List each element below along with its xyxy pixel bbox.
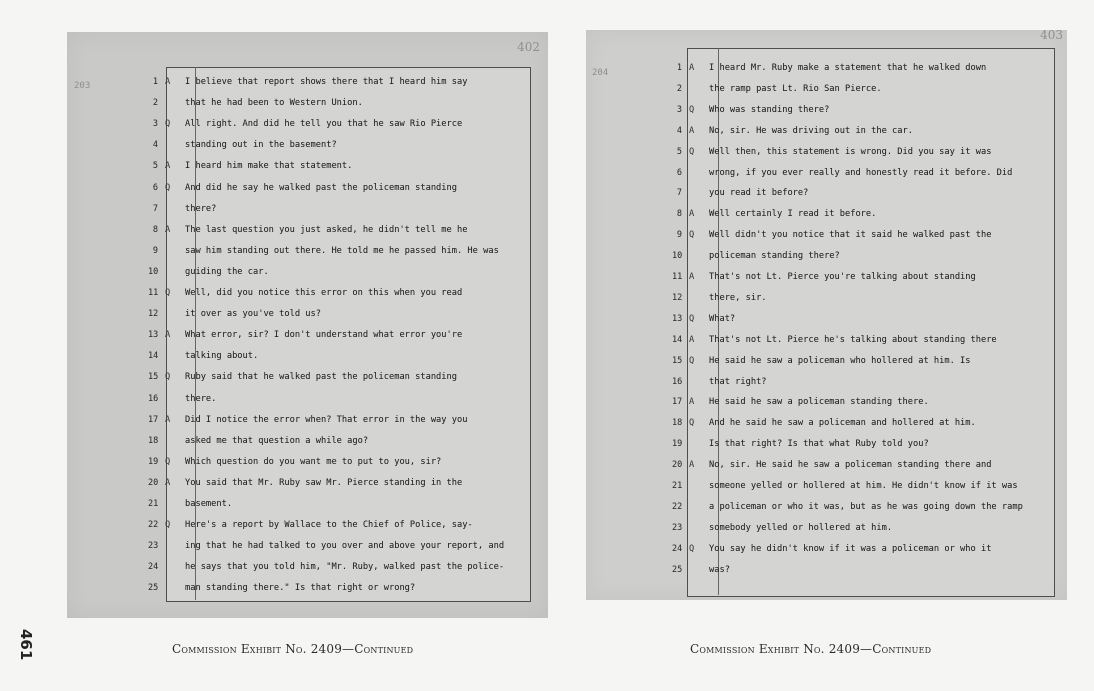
- line-number: 11: [672, 272, 683, 282]
- line-number: 4: [152, 140, 158, 151]
- line-number: 22: [672, 501, 683, 512]
- right-footer-caption: Commission Exhibit No. 2409—Continued: [690, 642, 932, 656]
- transcript-text: the ramp past Lt. Rio San Pierce.: [709, 83, 882, 94]
- transcript-text: you read it before?: [709, 188, 809, 199]
- line-number: 17: [148, 414, 159, 425]
- transcript-line: [148, 458, 441, 476]
- page-number: 402: [517, 40, 540, 54]
- line-number: 3: [676, 104, 682, 115]
- transcript-line: [672, 85, 882, 103]
- transcript-text: ing that he had talked to you over and above your report, and: [185, 541, 505, 552]
- transcript-line: [148, 331, 462, 349]
- transcript-text: was?: [709, 564, 730, 575]
- transcript-text: He said he saw a policeman who hollered at him. Is: [709, 355, 971, 366]
- line-number: 11: [148, 288, 159, 298]
- transcript-text: That's not Lt. Pierce he's talking about standing there: [709, 334, 997, 345]
- speaker-label: Q: [165, 520, 171, 531]
- transcript-line: [672, 524, 892, 542]
- transcript-text: Which question do you want me to put to you, sir?: [185, 456, 442, 467]
- speaker-label: A: [689, 63, 695, 73]
- line-number: 6: [676, 167, 682, 178]
- line-number: 21: [672, 481, 683, 491]
- transcript-text: I believe that report shows there that I heard him say: [185, 77, 468, 87]
- speaker-label: A: [689, 125, 695, 136]
- line-number: 13: [148, 330, 159, 341]
- transcript-text: What?: [709, 313, 736, 324]
- left-footer-caption: Commission Exhibit No. 2409—Continued: [172, 642, 414, 656]
- line-number: 24: [148, 562, 159, 573]
- transcript-line: [672, 169, 1012, 187]
- transcript-line: [148, 78, 467, 96]
- transcript-line: [672, 482, 1018, 500]
- transcript-text: basement.: [185, 499, 233, 509]
- transcript-line: [148, 542, 504, 560]
- line-number: 5: [676, 146, 682, 157]
- transcript-line: [672, 566, 730, 584]
- transcript-text: What error, sir? I don't understand what error you're: [185, 330, 463, 341]
- transcript-text: there?: [185, 203, 217, 214]
- transcript-line: [672, 64, 986, 82]
- transcript-text: standing out in the basement?: [185, 140, 337, 151]
- line-number: 8: [152, 224, 158, 235]
- transcript-line: [148, 521, 473, 539]
- transcript-line: [148, 99, 363, 117]
- page-stamp-number: 204: [592, 68, 609, 78]
- transcript-text: The last question you just asked, he didn't tell me he: [185, 224, 468, 235]
- transcript-text: somebody yelled or hollered at him.: [709, 522, 893, 533]
- transcript-line: [148, 268, 269, 286]
- line-number: 25: [148, 583, 159, 594]
- line-number: 25: [672, 564, 683, 575]
- line-number: 18: [672, 418, 683, 429]
- transcript-text: Ruby said that he walked past the policeman standing: [185, 372, 457, 383]
- transcript-text: policeman standing there?: [709, 251, 840, 262]
- line-number: 23: [672, 522, 683, 533]
- transcript-line: [148, 141, 337, 159]
- side-folio-number: 461: [17, 629, 35, 661]
- line-number: 5: [152, 161, 158, 172]
- transcript-line: [672, 273, 976, 291]
- speaker-label: Q: [165, 456, 171, 467]
- speaker-label: Q: [689, 104, 695, 115]
- speaker-label: Q: [165, 288, 171, 298]
- transcript-line: [148, 120, 462, 138]
- line-number: 15: [672, 355, 683, 366]
- transcript-text: a policeman or who it was, but as he was going down the ramp: [709, 501, 1023, 512]
- transcript-text: No, sir. He was driving out in the car.: [709, 125, 913, 136]
- transcript-line: [148, 373, 457, 391]
- transcript-text: saw him standing out there. He told me he passed him. He was: [185, 245, 499, 256]
- transcript-line: [148, 437, 368, 455]
- transcript-text: man standing there." Is that right or wrong?: [185, 583, 416, 594]
- line-number: 14: [672, 334, 683, 345]
- line-number: 16: [672, 376, 683, 387]
- line-number: 10: [672, 251, 683, 262]
- line-number: 1: [152, 77, 158, 87]
- transcript-line: [672, 378, 767, 396]
- line-number: 10: [148, 266, 159, 277]
- transcript-text: Did I notice the error when? That error in the way you: [185, 414, 468, 425]
- line-number: 23: [148, 541, 159, 552]
- speaker-label: A: [689, 334, 695, 345]
- speaker-label: A: [165, 330, 171, 341]
- line-number: 9: [152, 245, 158, 256]
- transcript-line: [672, 419, 976, 437]
- line-number: 20: [148, 477, 159, 488]
- transcript-text: it over as you've told us?: [185, 309, 321, 320]
- transcript-text: Well didn't you notice that it said he walked past the: [709, 230, 992, 241]
- line-number: 8: [676, 209, 682, 220]
- transcript-line: [672, 315, 735, 333]
- transcript-line: [148, 416, 467, 434]
- speaker-label: A: [689, 460, 695, 471]
- transcript-line: [672, 127, 913, 145]
- transcript-text: You say he didn't know if it was a policeman or who it: [709, 543, 992, 554]
- transcript-text: someone yelled or hollered at him. He didn't know if it was: [709, 481, 1018, 491]
- transcript-text: And he said he saw a policeman and hollered at him.: [709, 418, 976, 429]
- speaker-label: Q: [165, 372, 171, 383]
- line-number: 12: [672, 292, 683, 303]
- transcript-text: Who was standing there?: [709, 104, 830, 115]
- speaker-label: A: [165, 477, 171, 488]
- line-number: 7: [152, 203, 158, 214]
- transcript-text: You said that Mr. Ruby saw Mr. Pierce standing in the: [185, 477, 463, 488]
- line-number: 19: [672, 439, 683, 450]
- transcript-text: Well then, this statement is wrong. Did you say it was: [709, 146, 992, 157]
- transcript-line: [148, 184, 457, 202]
- transcript-text: And did he say he walked past the policeman standing: [185, 182, 457, 193]
- page-number: 403: [1040, 28, 1063, 42]
- transcript-text: No, sir. He said he saw a policeman standing there and: [709, 460, 992, 471]
- transcript-text: that he had been to Western Union.: [185, 98, 363, 109]
- line-number: 22: [148, 520, 159, 531]
- speaker-label: Q: [165, 182, 171, 193]
- line-number: 20: [672, 460, 683, 471]
- transcript-text: guiding the car.: [185, 266, 269, 277]
- page-stamp-number: 203: [74, 81, 91, 91]
- transcript-line: [672, 252, 840, 270]
- line-number: 16: [148, 393, 159, 404]
- speaker-label: A: [165, 224, 171, 235]
- speaker-label: A: [165, 414, 171, 425]
- line-number: 17: [672, 397, 683, 408]
- transcript-line: [148, 584, 415, 602]
- transcript-text: Well, did you notice this error on this when you read: [185, 288, 463, 298]
- speaker-label: A: [165, 77, 171, 87]
- transcript-line: [672, 461, 991, 479]
- line-number: 6: [152, 182, 158, 193]
- transcript-line: [672, 503, 1023, 521]
- transcript-text: there.: [185, 393, 217, 404]
- transcript-line: [148, 395, 216, 413]
- transcript-line: [672, 148, 991, 166]
- transcript-line: [148, 162, 352, 180]
- transcript-line: [672, 106, 829, 124]
- speaker-label: Q: [689, 146, 695, 157]
- transcript-text: Is that right? Is that what Ruby told you?: [709, 439, 929, 450]
- transcript-line: [148, 563, 504, 581]
- transcript-line: [672, 210, 876, 228]
- line-number: 1: [676, 63, 682, 73]
- line-number: 12: [148, 309, 159, 320]
- transcript-text: wrong, if you ever really and honestly read it before. Did: [709, 167, 1013, 178]
- transcript-line: [148, 247, 499, 265]
- transcript-line: [672, 189, 808, 207]
- transcript-line: [148, 500, 232, 518]
- transcript-text: All right. And did he tell you that he saw Rio Pierce: [185, 119, 463, 130]
- transcript-line: [148, 205, 216, 223]
- transcript-line: [148, 310, 321, 328]
- transcript-line: [148, 352, 258, 370]
- line-number: 13: [672, 313, 683, 324]
- transcript-text: I heard Mr. Ruby make a statement that he walked down: [709, 63, 987, 73]
- transcript-text: there, sir.: [709, 292, 767, 303]
- speaker-label: A: [689, 397, 695, 408]
- transcript-line: [672, 545, 991, 563]
- transcript-line: [148, 289, 462, 307]
- transcript-text: that right?: [709, 376, 767, 387]
- line-number: 3: [152, 119, 158, 130]
- speaker-label: Q: [689, 230, 695, 241]
- line-number: 2: [152, 98, 158, 109]
- transcript-line: [672, 398, 929, 416]
- line-number: 19: [148, 456, 159, 467]
- transcript-text: That's not Lt. Pierce you're talking about standing: [709, 272, 976, 282]
- line-number: 15: [148, 372, 159, 383]
- line-number: 21: [148, 499, 159, 509]
- transcript-text: talking about.: [185, 351, 259, 362]
- right-transcript-page: [586, 30, 1067, 600]
- speaker-label: A: [165, 161, 171, 172]
- transcript-text: Here's a report by Wallace to the Chief of Police, say-: [185, 520, 473, 531]
- speaker-label: Q: [689, 543, 695, 554]
- left-transcript-page: [67, 32, 548, 618]
- transcript-line: [148, 226, 467, 244]
- transcript-text: he says that you told him, "Mr. Ruby, walked past the police-: [185, 562, 505, 573]
- speaker-label: Q: [689, 313, 695, 324]
- line-number: 2: [676, 83, 682, 94]
- line-number: 7: [676, 188, 682, 199]
- transcript-line: [672, 440, 929, 458]
- transcript-line: [672, 231, 991, 249]
- speaker-label: Q: [689, 355, 695, 366]
- transcript-text: I heard him make that statement.: [185, 161, 353, 172]
- line-number: 14: [148, 351, 159, 362]
- transcript-line: [148, 479, 462, 497]
- line-number: 9: [676, 230, 682, 241]
- line-number: 18: [148, 435, 159, 446]
- speaker-label: Q: [165, 119, 171, 130]
- line-number: 24: [672, 543, 683, 554]
- speaker-label: Q: [689, 418, 695, 429]
- transcript-text: asked me that question a while ago?: [185, 435, 369, 446]
- speaker-label: A: [689, 272, 695, 282]
- speaker-label: A: [689, 209, 695, 220]
- transcript-text: He said he saw a policeman standing there.: [709, 397, 929, 408]
- transcript-line: [672, 336, 997, 354]
- transcript-line: [672, 294, 767, 312]
- transcript-text: Well certainly I read it before.: [709, 209, 877, 220]
- line-number: 4: [676, 125, 682, 136]
- transcript-line: [672, 357, 971, 375]
